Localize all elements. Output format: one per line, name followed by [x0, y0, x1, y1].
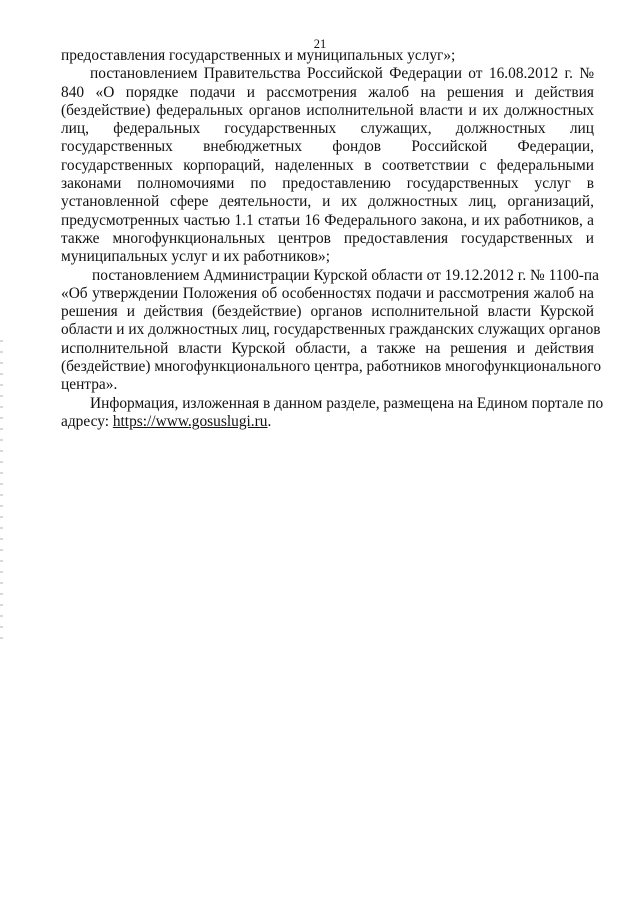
text-line: Информация, изложенная в данном разделе, размещена на Едином портале по [90, 394, 604, 412]
text-line: «Об утверждении Положения об особенностях подачи и рассмотрения жалоб на [61, 284, 594, 302]
scan-edge-marks [0, 340, 3, 640]
paragraph-decree-1100 [61, 266, 602, 395]
text-line: 840 «О порядке подачи и рассмотрения жалоб на решения и действия [61, 83, 594, 101]
text-line: лиц, федеральных государственных служащих, должностных лиц [61, 120, 594, 138]
text-line: государственных внебюджетных фондов Российской Федерации, [61, 138, 594, 156]
text-line: области и их должностных лиц, государственных гражданских служащих органов [61, 321, 601, 339]
text-line: предусмотренных частью 1.1 статьи 16 Федерального закона, и их работников, а [61, 211, 594, 229]
text-line: (бездействие) многофункционального центра, работников многофункционального [61, 358, 602, 376]
text-line: государственных корпораций, наделенных в соответствии с федеральными [61, 156, 594, 174]
text-line: постановлением Правительства Российской Федерации от 16.08.2012 г. № [90, 65, 594, 83]
address-suffix: . [267, 412, 272, 430]
page-number: 21 [313, 37, 327, 51]
gosuslugi-link[interactable]: https://www.gosuslugi.ru [112, 412, 268, 430]
text-line: постановлением Администрации Курской области от 19.12.2012 г. № 1100-па [92, 266, 599, 284]
text-line: исполнительной власти Курской области, а также на решения и действия [61, 339, 594, 357]
address-prefix: адресу: [61, 412, 113, 430]
text-line: также многофункциональных центров предоставления государственных и [61, 229, 594, 247]
paragraph-continuation [61, 47, 594, 65]
text-line: законами полномочиями по предоставлению государственных услуг в [61, 175, 594, 193]
text-line: (бездействие) федеральных органов исполнительной власти и их должностных [61, 101, 594, 119]
address-line [61, 413, 594, 431]
document-body [61, 47, 604, 431]
paragraph-decree-840 [61, 65, 594, 266]
paragraph-portal-info [61, 394, 604, 432]
text-line: решения и действия (бездействие) органов исполнительной власти Курской [61, 303, 594, 321]
text-line: центра». [61, 376, 118, 394]
text-line: муниципальных услуг и их работников»; [61, 248, 331, 266]
text-line: предоставления государственных и муниципальных услуг»; [61, 47, 456, 64]
text-line: установленной сфере деятельности, и их должностных лиц, организаций, [61, 193, 594, 211]
